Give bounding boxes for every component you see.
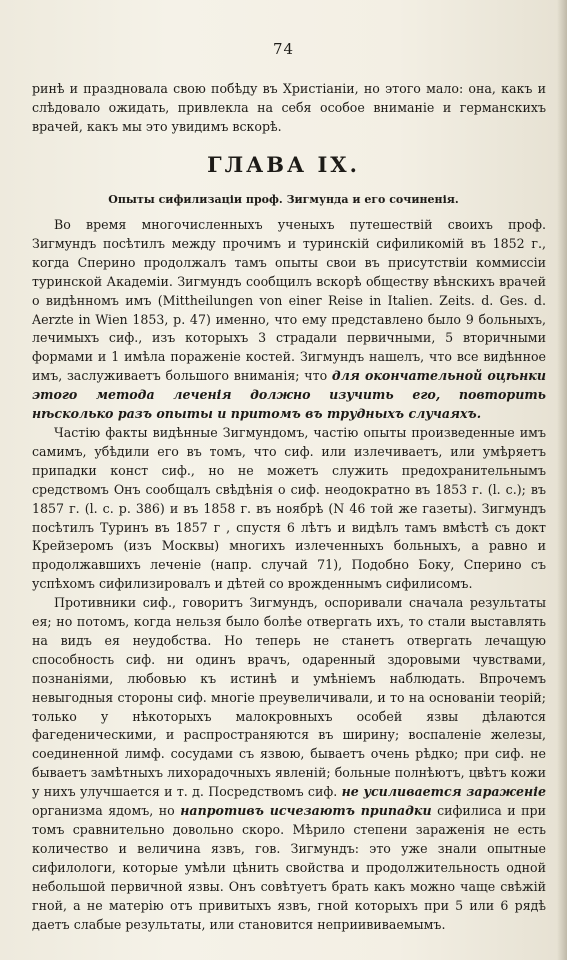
intro-paragraph [32,80,546,137]
intro-text: ринѣ и праздновала свою побѣду въ Христіаніи, но этого мало: она, какъ и слѣдовало ожидать, привлекла на себя особое вниманіе и германскихъ врачей, какъ мы это увидимъ вскорѣ. [32,81,546,134]
paragraph-3-end: сифилиса и при томъ сравнительно довольно скоро. Мѣрило степени зараженія не есть количество и величина язвъ, гов. Зигмундъ: это уже знали опытные сифилологи, которые умѣли цѣнить свойства и продолжительность одной небольшой первичной язвы. Онъ совѣтуетъ брать какъ можно чаще свѣжій гной, а не матерію отъ привитыхъ язвъ, гной которыхъ при 5 или 6 рядѣ даетъ слабые результаты, или становится неприививаемымъ. [32,803,546,932]
paragraph-3-start: Противники сиф., говоритъ Зигмундъ, оспоривали сначала результаты ея; но потомъ, когда нельзя было болѣе отвергать ихъ, то стали выставлять на видъ ея неудобства. Но теперь не станетъ отвергать лечащую способность сиф. ни одинъ врачъ, одаренный здоровыми чувствами, познаніями, любовью къ истинѣ и умѣніемъ наблюдать. Впрочемъ невыгодныя стороны сиф. многіе преувеличивали, и то на основаніи теорій; только у нѣкоторыхъ малокровныхъ особей язвы дѣлаются фагеденическими, и распространяются въ ширину; воспаленіе железы, соединенной лимф. сосудами съ язвою, бываетъ очень рѣдко; при сиф. не бываетъ замѣтныхъ лихорадочныхъ явленій; больные полнѣютъ, цвѣтъ кожи у нихъ улучшается и т. д. Посредствомъ сиф. [32,595,546,800]
paragraph-3-emphasis-1: не усиливается зараженіе [341,784,546,800]
page-edge-shadow [557,0,567,960]
page-number: 74 [272,40,295,58]
paragraph-3-middle: организма ядомъ, но [32,803,181,819]
paragraph-3 [32,594,546,934]
chapter-subtitle: Опыты сифилизаціи проф. Зигмунда и его сочиненія. [108,193,459,206]
paragraph-3-emphasis-2: напротивъ исчезаютъ припадки [180,803,432,819]
chapter-body [32,216,546,934]
paragraph-2: Частію факты видѣнные Зигмундомъ, частію опыты произведенные имъ самимъ, убѣдили его въ томъ, что сиф. или излечиваетъ, или умѣряетъ припадки конст сиф., но не можетъ служить предохранительнымъ средствомъ Онъ сообщалъ свѣдѣнія о сиф. неодократно въ 1853 г. (l. c.); въ 1857 г. (l. c. p. 386) и въ 1858 г. въ ноябрѣ (N 46 той же газеты). Зигмундъ посѣтилъ Туринъ въ 1857 г , спустя 6 лѣтъ и видѣлъ тамъ вмѣстѣ съ докт Крейзеромъ (изъ Москвы) многихъ излеченныхъ больныхъ, а равно и продолжавшихъ леченіе (напр. случай 71), Подобно Боку, Сперино съ успѣхомъ сифилизировалъ и дѣтей со врожденнымъ сифилисомъ. [32,424,546,592]
paragraph-1-text: Во время многочисленныхъ ученыхъ путешествій своихъ проф. Зигмундъ посѣтилъ между прочимъ и туринскій сифиликомій въ 1852 г., когда Сперино продолжалъ тамъ опыты свои въ присутствіи коммиссіи туринской Академіи. Зигмундъ сообщилъ вскорѣ обществу вѣнскихъ врачей о видѣнномъ имъ (Mittheilungen von einer Reise in Italien. Zeits. d. Ges. d. Aerzte in Wien 1853, p. 47) именно, что ему представлено было 9 больныхъ, лечимыхъ сиф., изъ которыхъ 3 страдали первичными, 5 вторичными формами и 1 имѣла пораженіе костей. Зигмундъ нашелъ, что все видѣнное имъ, заслуживаетъ большого вниманія; что [32,217,546,384]
paragraph-1 [32,216,546,424]
paragraph-1-emphasis: для окончательной оцѣнки этого метода леченія должно изучить его, повторить нѣсколько разъ опыты и притомъ въ трудныхъ случаяхъ. [32,368,546,422]
chapter-title: ГЛАВА IX. [207,152,360,177]
